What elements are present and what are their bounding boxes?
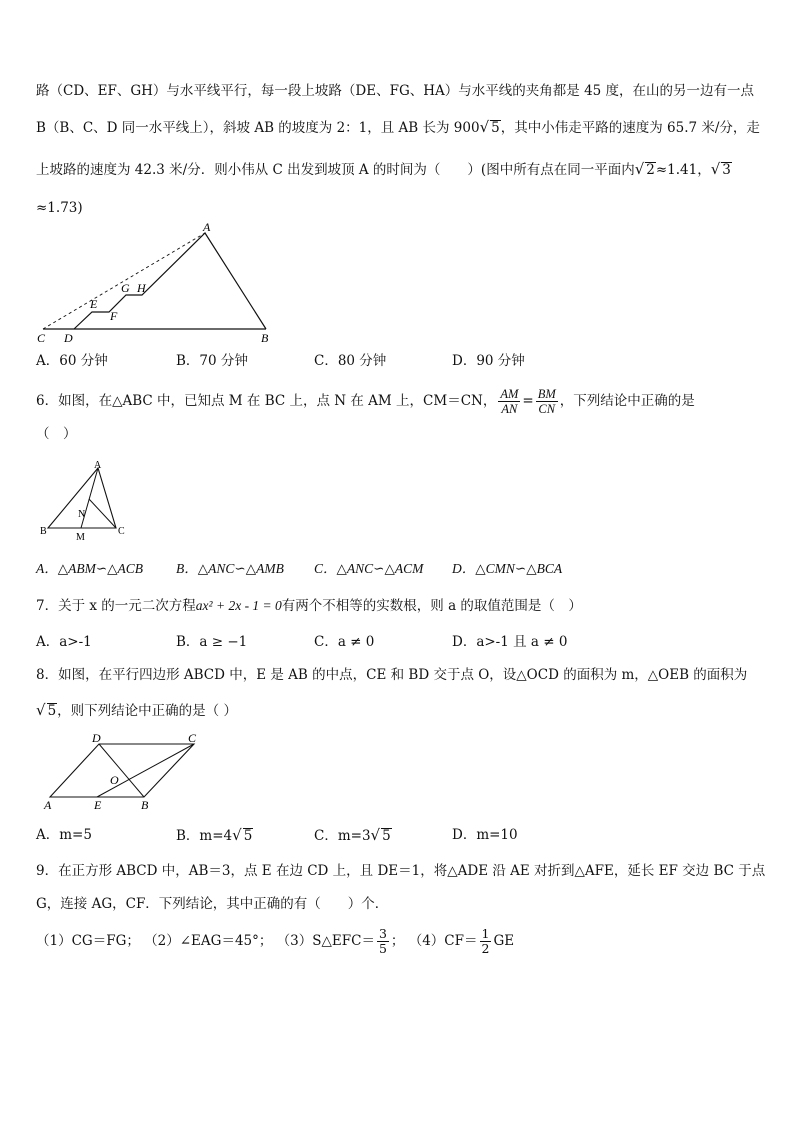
- q9-fraction-3-5: $\frac{3}{5}$: [378, 926, 387, 956]
- q5-sqrt-2: 2: [646, 162, 655, 178]
- q8-label-b: B: [141, 798, 149, 812]
- q6-line1-start: 6．如图，在△ABC 中，已知点 M 在 BC 上，点 N 在 AM 上，CM＝CN，: [36, 393, 497, 409]
- q6-text-line-2: （ ）: [36, 426, 77, 442]
- q5-label-g: G: [121, 281, 130, 295]
- q8-parallelogram-figure: [36, 730, 216, 814]
- q5-label-d: D: [64, 331, 73, 345]
- q7-option-a[interactable]: A．a>-1: [36, 634, 92, 650]
- q8-text-line-1: 8．如图，在平行四边形 ABCD 中，E 是 AB 的中点，CE 和 BD 交于点 O，设△OCD 的面积为 m，△OEB 的面积为: [36, 667, 748, 683]
- q8-label-d: D: [92, 731, 101, 745]
- q6-label-n: N: [78, 509, 86, 520]
- q7-option-d[interactable]: D．a>-1 且 a ≠ 0: [452, 634, 568, 650]
- q5-label-a: A: [203, 220, 211, 234]
- q6-option-d[interactable]: D．△CMN∽△BCA: [452, 561, 563, 576]
- q6-option-c[interactable]: C．△ANC∽△ACM: [314, 561, 424, 576]
- q5-approx-141: ≈1.41，: [655, 162, 711, 178]
- q7-equation: ax² + 2x - 1 = 0: [195, 598, 282, 613]
- q6-label-m: M: [76, 532, 85, 542]
- q5-option-b[interactable]: B．70 分钟: [176, 353, 248, 369]
- q5-line3-start: 上坡路的速度为 42.3 米/分．则小伟从 C 出发到坡顶 A 的时间为（ ）(图中所有点在同一平面内: [36, 162, 635, 178]
- q9-conclusion-1: （1）CG＝FG；: [36, 933, 140, 949]
- q5-text-line-1: 路（CD、EF、GH）与水平线平行，每一段上坡路（DE、FG、HA）与水平线的夹角都是 45 度，在山的另一边有一点: [36, 83, 755, 99]
- q5-option-c[interactable]: C．80 分钟: [314, 353, 387, 369]
- q7-option-c[interactable]: C．a ≠ 0: [314, 634, 375, 650]
- q8-option-d[interactable]: D．m=10: [452, 827, 518, 843]
- q9-text-line-2: G，连接 AG，CF．下列结论，其中正确的有（ ）个．: [36, 896, 389, 912]
- q8-option-b[interactable]: B．m=4√ 5: [176, 826, 253, 844]
- q5-text-line-4: ≈1.73): [36, 200, 83, 216]
- q8-sqrt-5: 5: [47, 703, 57, 719]
- q6-text-line-1: [36, 384, 758, 418]
- q6-label-b: B: [40, 526, 47, 537]
- q8-label-c: C: [188, 731, 197, 745]
- q5-label-f: F: [110, 309, 118, 323]
- q5-line2-end: ，其中小伟走平路的速度为 65.7 米/分，走: [500, 120, 760, 136]
- q9-conclusions-line: [36, 924, 758, 958]
- q5-option-d[interactable]: D．90 分钟: [452, 353, 525, 369]
- q5-label-c: C: [37, 331, 46, 345]
- q7-text-line: [36, 596, 758, 616]
- q8-label-o: O: [110, 773, 119, 787]
- q8-label-a: A: [44, 798, 52, 812]
- q7-text-end: 有两个不相等的实数根，则 a 的取值范围是（ ）: [281, 598, 582, 614]
- q6-line1-end: ，下列结论中正确的是: [559, 393, 695, 409]
- q6-equals: =: [522, 393, 534, 409]
- q5-label-b: B: [261, 331, 269, 345]
- q6-fraction-am-an: $\frac{AM}{AN}$: [500, 387, 519, 416]
- q6-label-a: A: [94, 460, 102, 471]
- q6-label-c: C: [118, 526, 125, 537]
- q6-option-b[interactable]: B．△ANC∽△AMB: [176, 561, 284, 576]
- q5-label-h: H: [137, 281, 146, 295]
- q6-option-a[interactable]: A．△ABM∽△ACB: [36, 561, 144, 576]
- q5-sqrt-3: 3: [722, 162, 731, 178]
- q7-option-b[interactable]: B．a ≥ −1: [176, 634, 248, 650]
- q6-fraction-bm-cn: $\frac{BM}{CN}$: [537, 387, 556, 416]
- q5-sqrt-5: 5: [491, 120, 500, 136]
- q5-slope-path: [74, 233, 266, 329]
- q8-text-line-2: √ 5，则下列结论中正确的是（ ）: [36, 701, 237, 719]
- q8-option-a[interactable]: A．m=5: [36, 827, 92, 843]
- q9-text-line-1: 9．在正方形 ABCD 中，AB＝3，点 E 在边 CD 上，且 DE＝1，将△ADE 沿 AE 对折到△AFE，延长 EF 交边 BC 于点: [36, 863, 766, 879]
- q5-text-line-2: B（B、C、D 同一水平线上），斜坡 AB 的坡度为 2：1，且 AB 长为 900√ 5，其中小伟走平路的速度为 65.7 米/分，走: [36, 118, 760, 136]
- q8-label-e: E: [94, 798, 102, 812]
- q9-conclusion-3: （3）S△EFC＝ $\frac{3}{5}$ ；: [276, 926, 405, 956]
- q5-label-e: E: [90, 297, 98, 311]
- q9-conclusion-4: （4）CF＝ $\frac{1}{2}$ GE: [408, 926, 515, 956]
- q8-diagonal-bd: [99, 744, 144, 797]
- q8-option-c[interactable]: C．m=3√ 5: [314, 826, 391, 844]
- q5-option-a[interactable]: A．60 分钟: [36, 353, 108, 369]
- q9-fraction-1-2: $\frac{1}{2}$: [481, 926, 490, 956]
- q6-triangle-figure: [36, 458, 136, 542]
- q7-text-start: 7．关于 x 的一元二次方程: [36, 598, 196, 614]
- q5-text-line-3: 上坡路的速度为 42.3 米/分．则小伟从 C 出发到坡顶 A 的时间为（ ）(图中所有点在同一平面内√ 2≈1.41，√ 3: [36, 160, 731, 178]
- q9-conclusion-2: （2）∠EAG＝45°；: [144, 933, 273, 949]
- q5-mountain-figure: [30, 220, 290, 348]
- q8-line2-text: ，则下列结论中正确的是（ ）: [57, 703, 237, 719]
- q8-segment-ce: [97, 744, 194, 797]
- q5-line2-start: B（B、C、D 同一水平线上），斜坡 AB 的坡度为 2：1，且 AB 长为 900: [36, 120, 480, 136]
